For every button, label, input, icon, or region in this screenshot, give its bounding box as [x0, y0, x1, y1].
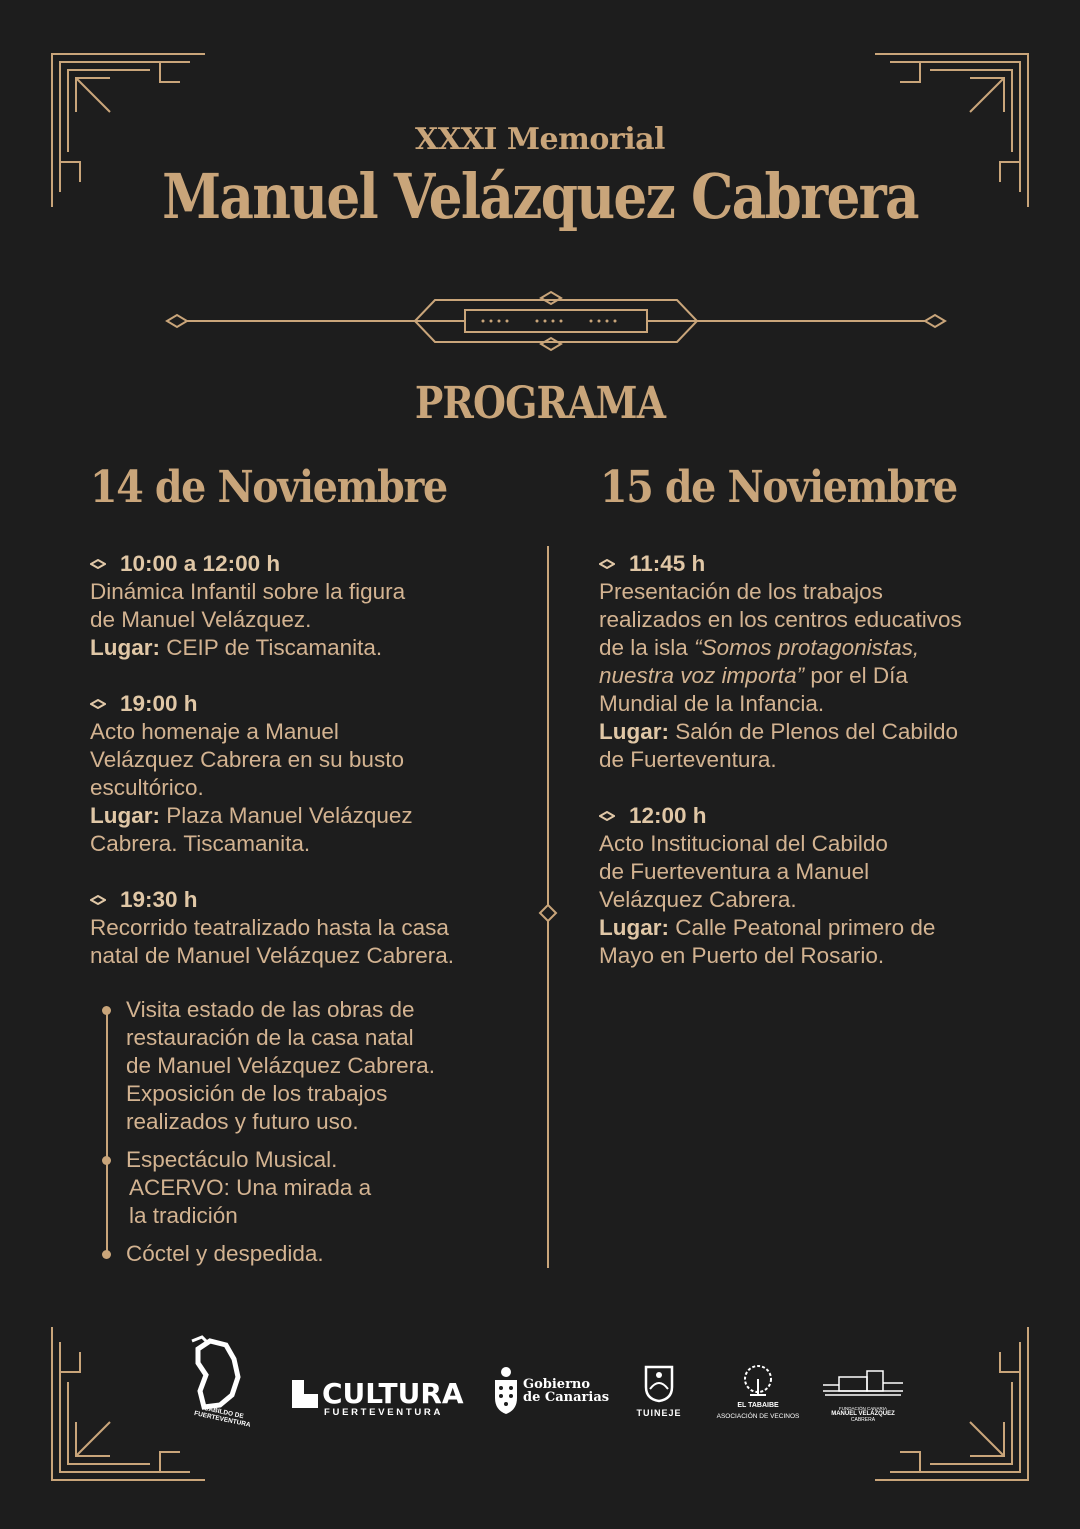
day2-events — [599, 550, 1039, 998]
place-label: Lugar: — [599, 915, 669, 940]
list-item: Visita estado de las obras de restauración de la casa natal de Manuel Velázquez Cabrera. Exposición de los trabajos realizados y futuro uso. — [88, 996, 435, 1136]
event-desc: realizados en los centros educativos — [599, 607, 962, 632]
place-text: Calle Peatonal primero de — [675, 915, 936, 940]
event — [599, 802, 1039, 970]
fundacion-logo: FUNDACIÓN CANARIA MANUEL VELÁZQUEZ CABRERA — [820, 1367, 906, 1427]
cultura-mark-icon — [292, 1380, 318, 1408]
programa-heading: PROGRAMA — [414, 378, 666, 429]
event-desc: por el Día — [804, 663, 908, 688]
event-time: 12:00 h — [629, 803, 707, 828]
event-desc: Acto homenaje a Manuel — [90, 719, 339, 744]
diamond-icon — [599, 811, 615, 821]
event-desc: escultórico. — [90, 775, 204, 800]
event — [90, 550, 530, 662]
bullet-icon — [102, 1250, 111, 1259]
day1-date: 14 de Noviembre — [90, 462, 447, 513]
event-desc: de Manuel Velázquez. — [90, 607, 312, 632]
center-divider-line — [536, 546, 560, 1268]
bullet-icon — [102, 1006, 111, 1015]
diamond-icon — [599, 559, 615, 569]
tuineje-shield-icon — [642, 1363, 676, 1403]
event — [90, 690, 530, 858]
place-text: Cabrera. Tiscamanita. — [90, 831, 311, 856]
day1-subitems — [88, 996, 435, 1278]
place-text: Plaza Manuel Velázquez — [166, 803, 413, 828]
place-text: Mayo en Puerto del Rosario. — [599, 943, 885, 968]
memorial-subtitle: XXXI Memorial — [415, 122, 665, 157]
event-time: 19:30 h — [120, 887, 198, 912]
event — [599, 550, 1039, 774]
diamond-icon — [90, 559, 106, 569]
event-desc: Acto Institucional del Cabildo — [599, 831, 888, 856]
place-label: Lugar: — [90, 803, 160, 828]
art-deco-divider — [165, 290, 947, 354]
day1-events — [90, 550, 530, 998]
place-label: Lugar: — [599, 719, 669, 744]
event-quote: “Somos protagonistas, — [694, 635, 920, 660]
tuineje-logo: TUINEJE — [636, 1363, 682, 1423]
event-desc: de Fuerteventura a Manuel — [599, 859, 870, 884]
place-label: Lugar: — [90, 635, 160, 660]
event-quote: nuestra voz importa” — [599, 663, 805, 688]
coat-of-arms-icon — [492, 1366, 520, 1416]
event-desc: Velázquez Cabrera. — [599, 887, 797, 912]
event-desc: de la isla — [599, 635, 688, 660]
event-desc: Mundial de la Infancia. — [599, 691, 825, 716]
place-text: CEIP de Tiscamanita. — [160, 635, 383, 660]
sponsor-logos — [0, 1335, 1080, 1435]
event-desc: Dinámica Infantil sobre la figura — [90, 579, 406, 604]
event-desc: Recorrido teatralizado hasta la casa — [90, 915, 449, 940]
event-time: 19:00 h — [120, 691, 198, 716]
list-item: Cóctel y despedida. — [88, 1240, 435, 1268]
event — [90, 886, 530, 970]
day2-date: 15 de Noviembre — [600, 462, 957, 513]
gobierno-canarias-logo: Gobierno de Canarias — [492, 1361, 609, 1421]
memorial-title: Manuel Velázquez Cabrera — [162, 160, 918, 233]
house-illustration-icon — [821, 1367, 905, 1399]
place-text: de Fuerteventura. — [599, 747, 777, 772]
event-desc: Presentación de los trabajos — [599, 579, 883, 604]
event-desc: Velázquez Cabrera en su busto — [90, 747, 404, 772]
bullet-icon — [102, 1156, 111, 1165]
diamond-icon — [90, 895, 106, 905]
event-time: 11:45 h — [629, 551, 706, 576]
diamond-icon — [90, 699, 106, 709]
list-item: Espectáculo Musical. ACERVO: Una mirada a la tradición — [88, 1146, 435, 1230]
event-time: 10:00 a 12:00 h — [120, 551, 281, 576]
place-text: Salón de Plenos del Cabildo — [675, 719, 958, 744]
cultura-logo: CULTURA FUERTEVENTURA — [292, 1377, 464, 1417]
event-desc: natal de Manuel Velázquez Cabrera. — [90, 943, 454, 968]
cabildo-logo: CABILDO DE FUERTEVENTURA — [180, 1335, 260, 1435]
tabaibe-plant-icon — [738, 1365, 778, 1397]
el-tabaibe-logo: EL TABAIBE ASOCIACIÓN DE VECINOS — [712, 1365, 804, 1425]
